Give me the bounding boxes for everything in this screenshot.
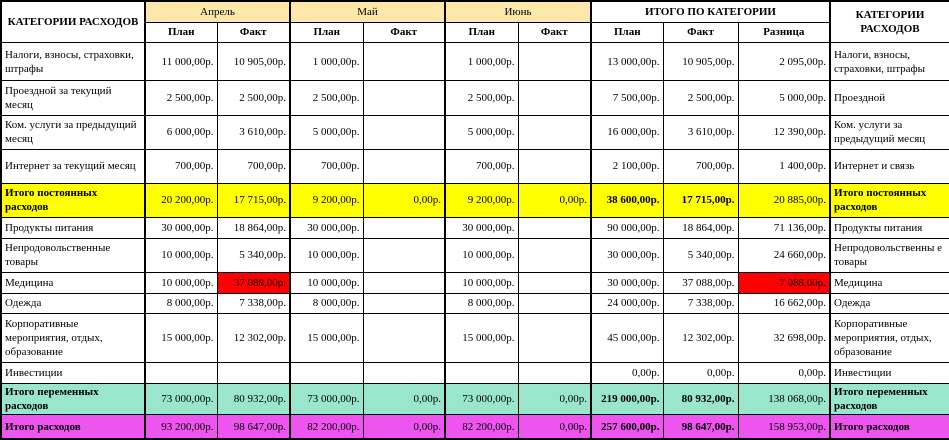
table-row [1, 115, 949, 149]
total-diff-cell: 12 390,00р. [738, 115, 830, 149]
category-cell: Продукты питания [1, 217, 145, 238]
total-fact-cell: 7 338,00р. [663, 293, 738, 313]
may-fact-cell [363, 115, 445, 149]
total-plan-cell: 90 000,00р. [591, 217, 663, 238]
total-plan-cell: 30 000,00р. [591, 239, 663, 272]
june-plan-cell: 10 000,00р. [445, 272, 518, 293]
total-diff-cell: 0,00р. [738, 362, 830, 383]
table-row [1, 150, 949, 183]
may-fact-cell: 0,00р. [363, 383, 445, 414]
category-cell-right: Итого расходов [830, 415, 949, 439]
june-fact-cell: 0,00р. [518, 415, 591, 439]
april-fact-cell: 700,00р. [217, 150, 290, 183]
april-plan-cell: 8 000,00р. [145, 293, 217, 313]
april-plan-header: План [145, 22, 217, 42]
april-fact-cell: 12 302,00р. [217, 314, 290, 363]
april-fact-cell: 80 932,00р. [217, 383, 290, 414]
april-fact-cell: 17 715,00р. [217, 183, 290, 217]
category-cell-right: Итого постоянных расходов [830, 183, 949, 217]
april-fact-cell: 18 864,00р. [217, 217, 290, 238]
table-row [1, 81, 949, 115]
total-fact-header: Факт [663, 22, 738, 42]
total-fact-cell: 12 302,00р. [663, 314, 738, 363]
total-diff-cell: 20 885,00р. [738, 183, 830, 217]
april-plan-cell: 11 000,00р. [145, 42, 217, 80]
category-cell: Итого постоянных расходов [1, 183, 145, 217]
june-fact-cell [518, 42, 591, 80]
june-plan-cell: 82 200,00р. [445, 415, 518, 439]
total-plan-cell: 257 600,00р. [591, 415, 663, 439]
header-row-months [1, 1, 949, 22]
total-plan-cell: 24 000,00р. [591, 293, 663, 313]
table-row [1, 239, 949, 272]
april-fact-cell: 2 500,00р. [217, 81, 290, 115]
total-plan-cell: 38 600,00р. [591, 183, 663, 217]
total-plan-cell: 13 000,00р. [591, 42, 663, 80]
may-plan-cell: 5 000,00р. [290, 115, 363, 149]
june-plan-cell: 700,00р. [445, 150, 518, 183]
category-cell: Итого расходов [1, 415, 145, 439]
total-by-category-header: ИТОГО ПО КАТЕГОРИИ [591, 1, 830, 22]
total-plan-cell: 0,00р. [591, 362, 663, 383]
april-fact-header: Факт [217, 22, 290, 42]
may-fact-cell: 0,00р. [363, 415, 445, 439]
category-cell-right: Проездной [830, 81, 949, 115]
may-plan-cell: 2 500,00р. [290, 81, 363, 115]
june-plan-header: План [445, 22, 518, 42]
may-plan-cell: 30 000,00р. [290, 217, 363, 238]
may-plan-cell: 1 000,00р. [290, 42, 363, 80]
table-row [1, 362, 949, 383]
table-row [1, 314, 949, 363]
april-fact-cell: 10 905,00р. [217, 42, 290, 80]
may-plan-cell [290, 362, 363, 383]
total-diff-cell: 32 698,00р. [738, 314, 830, 363]
april-fact-cell: 98 647,00р. [217, 415, 290, 439]
category-cell: Налоги, взносы, страховки, штрафы [1, 42, 145, 80]
may-plan-cell: 9 200,00р. [290, 183, 363, 217]
category-cell-right: Интернет и связь [830, 150, 949, 183]
april-plan-cell: 10 000,00р. [145, 272, 217, 293]
april-plan-cell: 10 000,00р. [145, 239, 217, 272]
category-cell-right: Инвестиции [830, 362, 949, 383]
april-plan-cell: 15 000,00р. [145, 314, 217, 363]
total-plan-cell: 219 000,00р. [591, 383, 663, 414]
may-fact-cell [363, 239, 445, 272]
table-row [1, 42, 949, 80]
june-plan-cell: 8 000,00р. [445, 293, 518, 313]
fixed-expenses-total-row [1, 183, 949, 217]
june-plan-cell: 5 000,00р. [445, 115, 518, 149]
category-cell: Итого переменных расходов [1, 383, 145, 414]
april-plan-cell: 20 200,00р. [145, 183, 217, 217]
month-header-june: Июнь [445, 1, 591, 22]
may-plan-cell: 10 000,00р. [290, 272, 363, 293]
april-plan-cell: 73 000,00р. [145, 383, 217, 414]
grand-total-row [1, 415, 949, 439]
category-cell-right: Налоги, взносы, страховки, штрафы [830, 42, 949, 80]
total-fact-cell: 18 864,00р. [663, 217, 738, 238]
category-cell-right: Продукты питания [830, 217, 949, 238]
may-fact-cell [363, 42, 445, 80]
june-fact-cell [518, 217, 591, 238]
category-header-left: КАТЕГОРИИ РАСХОДОВ [1, 1, 145, 42]
category-cell: Интернет за текущий месяц [1, 150, 145, 183]
may-fact-cell [363, 217, 445, 238]
may-plan-cell: 700,00р. [290, 150, 363, 183]
may-fact-cell [363, 150, 445, 183]
june-plan-cell: 10 000,00р. [445, 239, 518, 272]
april-plan-cell: 700,00р. [145, 150, 217, 183]
total-fact-cell: 98 647,00р. [663, 415, 738, 439]
total-fact-cell: 80 932,00р. [663, 383, 738, 414]
june-fact-cell [518, 81, 591, 115]
category-cell: Ком. услуги за предыдущий месяц [1, 115, 145, 149]
month-header-may: Май [290, 1, 445, 22]
june-fact-cell [518, 150, 591, 183]
may-plan-cell: 82 200,00р. [290, 415, 363, 439]
total-fact-cell: 700,00р. [663, 150, 738, 183]
may-plan-cell: 73 000,00р. [290, 383, 363, 414]
category-header-right: КАТЕГОРИИ РАСХОДОВ [830, 1, 949, 42]
category-cell: Медицина [1, 272, 145, 293]
may-fact-cell [363, 362, 445, 383]
april-plan-cell [145, 362, 217, 383]
may-fact-cell [363, 314, 445, 363]
june-fact-cell [518, 272, 591, 293]
total-diff-cell: 158 953,00р. [738, 415, 830, 439]
category-cell: Корпоративные мероприятия, отдых, образование [1, 314, 145, 363]
total-diff-cell: 24 660,00р. [738, 239, 830, 272]
total-fact-cell: 10 905,00р. [663, 42, 738, 80]
april-plan-cell: 6 000,00р. [145, 115, 217, 149]
may-plan-header: План [290, 22, 363, 42]
total-fact-cell: 2 500,00р. [663, 81, 738, 115]
category-cell: Непродовольственные товары [1, 239, 145, 272]
total-diff-cell: 16 662,00р. [738, 293, 830, 313]
june-plan-cell [445, 362, 518, 383]
may-fact-cell: 0,00р. [363, 183, 445, 217]
category-cell-right: Медицина [830, 272, 949, 293]
category-cell-right: Непродовольственны е товары [830, 239, 949, 272]
april-fact-cell: 7 338,00р. [217, 293, 290, 313]
total-diff-cell: 138 068,00р. [738, 383, 830, 414]
april-fact-cell-overspend: 37 088,00р. [217, 272, 290, 293]
total-diff-cell-overspend: -7 088,00р. [738, 272, 830, 293]
total-plan-cell: 30 000,00р. [591, 272, 663, 293]
april-plan-cell: 2 500,00р. [145, 81, 217, 115]
june-plan-cell: 30 000,00р. [445, 217, 518, 238]
april-fact-cell: 3 610,00р. [217, 115, 290, 149]
total-plan-cell: 45 000,00р. [591, 314, 663, 363]
total-fact-cell: 5 340,00р. [663, 239, 738, 272]
may-fact-cell [363, 81, 445, 115]
may-plan-cell: 15 000,00р. [290, 314, 363, 363]
table-row [1, 293, 949, 313]
total-fact-cell: 37 088,00р. [663, 272, 738, 293]
june-plan-cell: 9 200,00р. [445, 183, 518, 217]
category-cell-right: Корпоративные мероприятия, отдых, образование [830, 314, 949, 363]
june-fact-cell [518, 293, 591, 313]
june-plan-cell: 1 000,00р. [445, 42, 518, 80]
total-plan-header: План [591, 22, 663, 42]
june-plan-cell: 15 000,00р. [445, 314, 518, 363]
table-row [1, 217, 949, 238]
april-fact-cell: 5 340,00р. [217, 239, 290, 272]
june-fact-cell [518, 239, 591, 272]
june-fact-cell: 0,00р. [518, 183, 591, 217]
table-row [1, 272, 949, 293]
june-fact-cell [518, 314, 591, 363]
category-cell: Одежда [1, 293, 145, 313]
june-fact-header: Факт [518, 22, 591, 42]
category-cell-right: Ком. услуги за предыдущий месяц [830, 115, 949, 149]
category-cell-right: Одежда [830, 293, 949, 313]
category-cell: Проездной за текущий месяц [1, 81, 145, 115]
total-diff-header: Разница [738, 22, 830, 42]
april-fact-cell [217, 362, 290, 383]
june-plan-cell: 73 000,00р. [445, 383, 518, 414]
total-diff-cell: 2 095,00р. [738, 42, 830, 80]
total-diff-cell: 71 136,00р. [738, 217, 830, 238]
total-diff-cell: 1 400,00р. [738, 150, 830, 183]
category-cell-right: Итого переменных расходов [830, 383, 949, 414]
june-fact-cell [518, 362, 591, 383]
total-plan-cell: 16 000,00р. [591, 115, 663, 149]
total-fact-cell: 0,00р. [663, 362, 738, 383]
total-fact-cell: 17 715,00р. [663, 183, 738, 217]
may-fact-cell [363, 293, 445, 313]
june-fact-cell [518, 115, 591, 149]
may-fact-header: Факт [363, 22, 445, 42]
april-plan-cell: 93 200,00р. [145, 415, 217, 439]
may-plan-cell: 8 000,00р. [290, 293, 363, 313]
may-fact-cell [363, 272, 445, 293]
april-plan-cell: 30 000,00р. [145, 217, 217, 238]
june-plan-cell: 2 500,00р. [445, 81, 518, 115]
category-cell: Инвестиции [1, 362, 145, 383]
june-fact-cell: 0,00р. [518, 383, 591, 414]
total-diff-cell: 5 000,00р. [738, 81, 830, 115]
total-fact-cell: 3 610,00р. [663, 115, 738, 149]
may-plan-cell: 10 000,00р. [290, 239, 363, 272]
total-plan-cell: 7 500,00р. [591, 81, 663, 115]
total-plan-cell: 2 100,00р. [591, 150, 663, 183]
variable-expenses-total-row [1, 383, 949, 414]
month-header-april: Апрель [145, 1, 290, 22]
